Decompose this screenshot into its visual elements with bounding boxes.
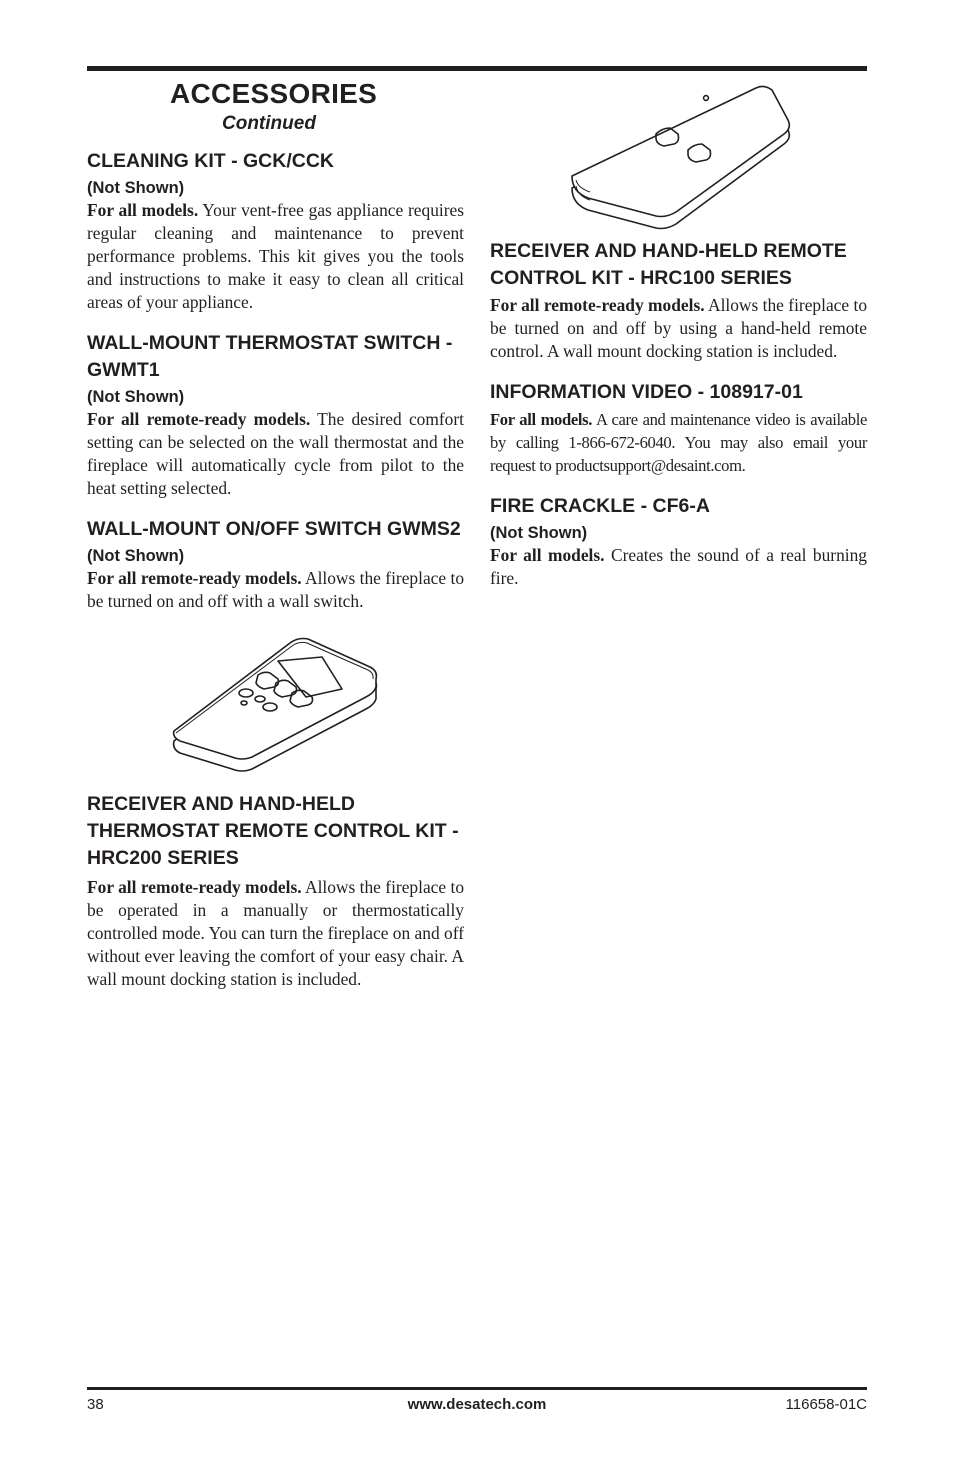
hand-held-remote-illustration	[564, 84, 794, 234]
not-shown-note: (Not Shown)	[87, 179, 185, 197]
section-heading: WALL-MOUNT ON/OFF SWITCH GWMS2	[87, 518, 461, 540]
not-shown-note: (Not Shown)	[87, 547, 185, 565]
section-onoff-switch	[87, 516, 464, 613]
page-subtitle: Continued	[222, 113, 316, 134]
footer-page-number: 38	[87, 1396, 104, 1413]
section-body	[87, 876, 464, 991]
bottom-rule	[87, 1387, 867, 1390]
body-text: Creates the sound of a real burning fire.	[490, 545, 867, 588]
body-text: Allows the fireplace to be turned on and off with a wall switch.	[87, 568, 465, 611]
body-text: The desired comfort setting can be selected on the wall thermostat and the fireplace will automatically cycle from pilot to the heat setting selected.	[87, 409, 464, 498]
section-hrc100	[490, 238, 867, 363]
not-shown-note: (Not Shown)	[490, 524, 588, 542]
top-rule	[87, 66, 867, 71]
section-heading: RECEIVER AND HAND-HELD REMOTE CONTROL KIT - HRC100 SERIES	[490, 240, 847, 289]
section-body	[490, 294, 867, 363]
section-body	[87, 408, 464, 500]
section-body	[87, 199, 464, 314]
section-information-video	[490, 379, 867, 477]
body-lead: For all models.	[490, 545, 605, 565]
body-lead: For all remote-ready models.	[490, 295, 705, 315]
body-text: A care and maintenance video is available by calling 1-866-672-6040. You may also email your request to productsupport@desaint.com.	[490, 410, 868, 475]
body-lead: For all remote-ready models.	[87, 568, 302, 588]
body-lead: For all models.	[87, 200, 199, 220]
section-heading: WALL-MOUNT THERMOSTAT SWITCH - GWMT1	[87, 332, 453, 381]
body-text: Allows the fireplace to be operated in a manually or thermostatically controlled mode. You can turn the fireplace on and off without ever leaving the comfort of your easy chair. A wall mount docking station is included.	[87, 877, 465, 989]
footer-url[interactable]: www.desatech.com	[407, 1396, 547, 1413]
section-thermostat-switch	[87, 330, 464, 500]
body-lead: For all remote-ready models.	[87, 409, 311, 429]
thermostat-remote-illustration	[166, 629, 386, 779]
section-hrc200	[87, 791, 464, 991]
footer-doc-code: 116658-01C	[785, 1396, 867, 1413]
section-heading: CLEANING KIT - GCK/CCK	[87, 150, 334, 172]
section-heading: RECEIVER AND HAND-HELD THERMOSTAT REMOTE CONTROL KIT - HRC200 SERIES	[87, 793, 459, 869]
body-text: Your vent-free gas appliance requires regular cleaning and maintenance to prevent performance problems. This kit gives you the tools and instructions to make it easy to clean all critical areas of your appliance.	[87, 200, 464, 312]
section-heading: FIRE CRACKLE - CF6-A	[490, 495, 710, 517]
not-shown-note: (Not Shown)	[87, 388, 185, 406]
section-body	[490, 408, 867, 477]
body-text: Allows the fireplace to be turned on and off by using a hand-held remote control. A wall mount docking station is included.	[490, 295, 868, 361]
section-body	[87, 567, 464, 613]
page-title: ACCESSORIES	[170, 78, 378, 109]
right-column	[490, 84, 867, 606]
body-lead: For all remote-ready models.	[87, 877, 302, 897]
section-heading: INFORMATION VIDEO - 108917-01	[490, 381, 803, 403]
left-column	[87, 148, 464, 1007]
section-fire-crackle	[490, 493, 867, 590]
body-lead: For all models.	[490, 410, 593, 429]
section-cleaning-kit	[87, 148, 464, 314]
section-body	[490, 544, 867, 590]
